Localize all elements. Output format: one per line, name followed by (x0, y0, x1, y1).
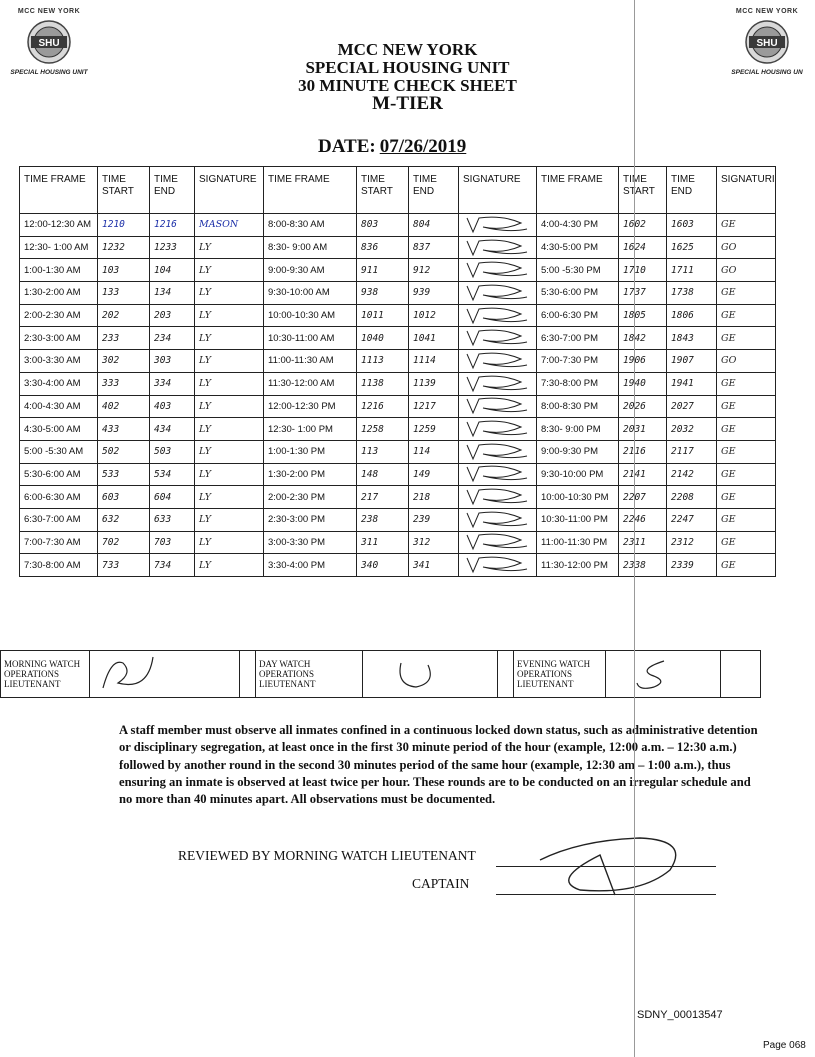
time-end-cell[interactable]: 1233 (150, 236, 195, 259)
time-frame-cell: 6:00-6:30 AM (20, 486, 98, 509)
title-line-4: M-TIER (372, 93, 443, 114)
time-end-cell[interactable]: 1041 (409, 327, 459, 350)
time-frame-cell: 4:00-4:30 AM (20, 395, 98, 418)
signature-cell[interactable]: GE (717, 214, 776, 237)
time-frame-cell: 7:00-7:30 AM (20, 531, 98, 554)
logo-top-text: MCC NEW YORK (735, 8, 799, 15)
time-start-cell[interactable]: 217 (357, 486, 409, 509)
signature-cell[interactable] (459, 508, 537, 531)
signature-cell[interactable] (459, 554, 537, 577)
time-start-cell[interactable]: 1710 (619, 259, 667, 282)
time-start-cell[interactable]: 433 (98, 418, 150, 441)
time-start-cell[interactable]: 113 (357, 440, 409, 463)
header-time-end: TIME END (409, 167, 459, 214)
time-start-cell[interactable]: 103 (98, 259, 150, 282)
table-row (20, 531, 776, 554)
time-start-cell[interactable]: 2207 (619, 486, 667, 509)
time-end-cell[interactable]: 434 (150, 418, 195, 441)
signature-cell[interactable]: LY (195, 350, 264, 373)
signature-scribble-icon (463, 464, 533, 484)
time-frame-cell: 2:30-3:00 AM (20, 327, 98, 350)
time-frame-cell: 9:00-9:30 PM (537, 440, 619, 463)
time-frame-cell: 1:30-2:00 PM (264, 463, 357, 486)
time-frame-cell: 12:30- 1:00 AM (20, 236, 98, 259)
signature-scribble-icon (463, 532, 533, 552)
time-start-cell[interactable]: 148 (357, 463, 409, 486)
time-end-cell[interactable]: 334 (150, 372, 195, 395)
time-start-cell[interactable]: 911 (357, 259, 409, 282)
time-frame-cell: 5:30-6:00 PM (537, 282, 619, 305)
time-frame-cell: 11:00-11:30 AM (264, 350, 357, 373)
time-start-cell[interactable]: 502 (98, 440, 150, 463)
title-line-1: MCC NEW YORK (337, 40, 478, 59)
header-time-start: TIME START (98, 167, 150, 214)
table-row (20, 214, 776, 237)
signature-cell[interactable] (459, 214, 537, 237)
time-start-cell[interactable]: 202 (98, 304, 150, 327)
table-row (20, 508, 776, 531)
signature-cell[interactable]: LY (195, 236, 264, 259)
time-frame-cell: 1:00-1:30 AM (20, 259, 98, 282)
time-start-cell[interactable]: 1258 (357, 418, 409, 441)
time-end-cell[interactable]: 1806 (667, 304, 717, 327)
time-frame-cell: 9:00-9:30 AM (264, 259, 357, 282)
time-end-cell[interactable]: 1139 (409, 372, 459, 395)
time-frame-cell: 8:00-8:30 AM (264, 214, 357, 237)
table-row (20, 372, 776, 395)
signature-scribble-icon (463, 487, 533, 507)
time-frame-cell: 4:00-4:30 PM (537, 214, 619, 237)
day-watch-signature[interactable] (363, 651, 498, 698)
time-frame-cell: 3:00-3:30 PM (264, 531, 357, 554)
morning-watch-signature[interactable] (90, 651, 240, 698)
signature-cell[interactable]: MASON (195, 214, 264, 237)
date-label: DATE: (318, 136, 376, 157)
time-end-cell[interactable]: 534 (150, 463, 195, 486)
day-watch-label: DAY WATCH OPERATIONS LIEUTENANT (256, 651, 363, 698)
time-start-cell[interactable]: 2246 (619, 508, 667, 531)
signature-cell[interactable]: GE (717, 418, 776, 441)
time-start-cell[interactable]: 2026 (619, 395, 667, 418)
time-frame-cell: 9:30-10:00 AM (264, 282, 357, 305)
time-end-cell[interactable]: 239 (409, 508, 459, 531)
time-end-cell[interactable]: 633 (150, 508, 195, 531)
evening-watch-label: EVENING WATCH OPERATIONS LIEUTENANT (514, 651, 606, 698)
header-time-frame: TIME FRAME (264, 167, 357, 214)
time-start-cell[interactable]: 1906 (619, 350, 667, 373)
signature-cell[interactable] (459, 304, 537, 327)
table-row (20, 259, 776, 282)
time-end-cell[interactable]: 804 (409, 214, 459, 237)
time-frame-cell: 6:30-7:00 PM (537, 327, 619, 350)
time-end-cell[interactable]: 2117 (667, 440, 717, 463)
header-signature: SIGNATURE (195, 167, 264, 214)
time-end-cell[interactable]: 1217 (409, 395, 459, 418)
signature-cell[interactable]: GE (717, 372, 776, 395)
time-end-cell[interactable]: 341 (409, 554, 459, 577)
time-start-cell[interactable]: 1216 (357, 395, 409, 418)
header-signature: SIGNATURI (717, 167, 776, 214)
logo-badge-text: SHU (756, 38, 778, 49)
time-start-cell[interactable]: 233 (98, 327, 150, 350)
time-end-cell[interactable]: 114 (409, 440, 459, 463)
time-start-cell[interactable]: 2141 (619, 463, 667, 486)
signature-scribble-icon (463, 283, 533, 303)
header-time-end: TIME END (150, 167, 195, 214)
time-start-cell[interactable]: 1805 (619, 304, 667, 327)
signature-cell[interactable] (459, 350, 537, 373)
time-start-cell[interactable]: 402 (98, 395, 150, 418)
signature-cell[interactable]: GE (717, 531, 776, 554)
time-frame-cell: 6:30-7:00 AM (20, 508, 98, 531)
time-frame-cell: 5:00 -5:30 AM (20, 440, 98, 463)
signature-cell[interactable]: GE (717, 463, 776, 486)
time-frame-cell: 8:00-8:30 PM (537, 395, 619, 418)
time-end-cell[interactable]: 1738 (667, 282, 717, 305)
time-start-cell[interactable]: 302 (98, 350, 150, 373)
signature-cell[interactable] (459, 282, 537, 305)
page-number: Page 068 (763, 1040, 806, 1051)
time-start-cell[interactable]: 2031 (619, 418, 667, 441)
time-frame-cell: 3:30-4:00 AM (20, 372, 98, 395)
time-end-cell[interactable]: 218 (409, 486, 459, 509)
time-end-cell[interactable]: 939 (409, 282, 459, 305)
table-row (20, 554, 776, 577)
bates-number: SDNY_00013547 (637, 1009, 723, 1021)
time-end-cell[interactable]: 312 (409, 531, 459, 554)
time-start-cell[interactable]: 1602 (619, 214, 667, 237)
signature-scribble-icon (609, 653, 709, 693)
signature-cell[interactable] (459, 531, 537, 554)
signature-cell[interactable]: LY (195, 463, 264, 486)
signature-cell[interactable]: LY (195, 418, 264, 441)
time-start-cell[interactable]: 2116 (619, 440, 667, 463)
time-frame-cell: 7:00-7:30 PM (537, 350, 619, 373)
header-time-start: TIME START (619, 167, 667, 214)
signature-cell[interactable]: GO (717, 350, 776, 373)
time-start-cell[interactable]: 1940 (619, 372, 667, 395)
signature-cell[interactable]: GE (717, 440, 776, 463)
table-row (20, 463, 776, 486)
scan-artifact-line (634, 0, 635, 1057)
time-start-cell[interactable]: 1232 (98, 236, 150, 259)
morning-watch-label: MORNING WATCH OPERATIONS LIEUTENANT (1, 651, 90, 698)
time-start-cell[interactable]: 1040 (357, 327, 409, 350)
signature-cell[interactable] (459, 418, 537, 441)
time-frame-cell: 2:00-2:30 PM (264, 486, 357, 509)
signature-scribble-icon (463, 442, 533, 462)
time-frame-cell: 6:00-6:30 PM (537, 304, 619, 327)
time-start-cell[interactable]: 938 (357, 282, 409, 305)
time-start-cell[interactable]: 340 (357, 554, 409, 577)
signature-cell[interactable]: GE (717, 304, 776, 327)
table-row (20, 236, 776, 259)
signature-cell[interactable] (459, 440, 537, 463)
time-frame-cell: 10:00-10:30 AM (264, 304, 357, 327)
time-start-cell[interactable]: 702 (98, 531, 150, 554)
time-start-cell[interactable]: 333 (98, 372, 150, 395)
time-end-cell[interactable]: 2032 (667, 418, 717, 441)
time-end-cell[interactable]: 2142 (667, 463, 717, 486)
time-frame-cell: 11:30-12:00 PM (537, 554, 619, 577)
signature-cell[interactable]: GO (717, 259, 776, 282)
time-end-cell[interactable]: 837 (409, 236, 459, 259)
time-frame-cell: 7:30-8:00 AM (20, 554, 98, 577)
table-header-row (20, 167, 776, 214)
time-start-cell[interactable]: 1737 (619, 282, 667, 305)
time-frame-cell: 11:00-11:30 PM (537, 531, 619, 554)
signature-cell[interactable] (459, 236, 537, 259)
time-end-cell[interactable]: 303 (150, 350, 195, 373)
header-time-end: TIME END (667, 167, 717, 214)
time-end-cell[interactable]: 2247 (667, 508, 717, 531)
signature-scribble-icon (463, 374, 533, 394)
time-frame-cell: 12:00-12:30 AM (20, 214, 98, 237)
time-frame-cell: 2:00-2:30 AM (20, 304, 98, 327)
time-end-cell[interactable]: 1625 (667, 236, 717, 259)
time-end-cell[interactable]: 503 (150, 440, 195, 463)
time-end-cell[interactable]: 104 (150, 259, 195, 282)
time-frame-cell: 9:30-10:00 PM (537, 463, 619, 486)
time-frame-cell: 7:30-8:00 PM (537, 372, 619, 395)
time-frame-cell: 8:30- 9:00 PM (537, 418, 619, 441)
time-start-cell[interactable]: 632 (98, 508, 150, 531)
time-frame-cell: 4:30-5:00 PM (537, 236, 619, 259)
watch-lieutenant-table (0, 650, 761, 698)
time-end-cell[interactable]: 203 (150, 304, 195, 327)
time-start-cell[interactable]: 1210 (98, 214, 150, 237)
evening-watch-signature[interactable] (606, 651, 721, 698)
spacer-cell (498, 651, 514, 698)
logo-bottom-text: SPECIAL HOUSING UN (731, 69, 803, 76)
time-end-cell[interactable]: 1216 (150, 214, 195, 237)
time-end-cell[interactable]: 1259 (409, 418, 459, 441)
time-frame-cell: 2:30-3:00 PM (264, 508, 357, 531)
signature-scribble-icon (463, 555, 533, 575)
signature-cell[interactable]: GE (717, 486, 776, 509)
table-row (20, 395, 776, 418)
time-end-cell[interactable]: 734 (150, 554, 195, 577)
time-end-cell[interactable]: 1603 (667, 214, 717, 237)
time-end-cell[interactable]: 1907 (667, 350, 717, 373)
signature-scribble-icon (463, 306, 533, 326)
time-start-cell[interactable]: 803 (357, 214, 409, 237)
time-start-cell[interactable]: 836 (357, 236, 409, 259)
signature-scribble-icon (463, 238, 533, 258)
time-frame-cell: 11:30-12:00 AM (264, 372, 357, 395)
table-row (20, 350, 776, 373)
time-end-cell[interactable]: 149 (409, 463, 459, 486)
table-row (20, 486, 776, 509)
logo-badge-text: SHU (38, 38, 60, 49)
spacer-cell (721, 651, 761, 698)
time-frame-cell: 12:30- 1:00 PM (264, 418, 357, 441)
table-row (20, 282, 776, 305)
time-frame-cell: 12:00-12:30 PM (264, 395, 357, 418)
time-end-cell[interactable]: 2027 (667, 395, 717, 418)
captain-label: CAPTAIN (412, 876, 470, 891)
signature-cell[interactable] (459, 395, 537, 418)
time-end-cell[interactable]: 403 (150, 395, 195, 418)
date-value: 07/26/2019 (379, 136, 467, 157)
table-row (20, 440, 776, 463)
signature-cell[interactable]: GO (717, 236, 776, 259)
time-frame-cell: 8:30- 9:00 AM (264, 236, 357, 259)
reviewer-signature-icon (520, 820, 720, 900)
signature-cell[interactable]: LY (195, 531, 264, 554)
time-end-cell[interactable]: 234 (150, 327, 195, 350)
time-end-cell[interactable]: 1843 (667, 327, 717, 350)
logo-bottom-text: SPECIAL HOUSING UNIT (10, 69, 88, 76)
time-frame-cell: 10:30-11:00 AM (264, 327, 357, 350)
signature-cell[interactable]: GE (717, 508, 776, 531)
signature-cell[interactable]: GE (717, 327, 776, 350)
signature-cell[interactable]: LY (195, 440, 264, 463)
time-start-cell[interactable]: 2311 (619, 531, 667, 554)
time-end-cell[interactable]: 2339 (667, 554, 717, 577)
time-start-cell[interactable]: 2338 (619, 554, 667, 577)
time-frame-cell: 1:00-1:30 PM (264, 440, 357, 463)
time-frame-cell: 3:30-4:00 PM (264, 554, 357, 577)
signature-cell[interactable] (459, 259, 537, 282)
time-end-cell[interactable]: 134 (150, 282, 195, 305)
time-end-cell[interactable]: 1941 (667, 372, 717, 395)
date-field (318, 136, 466, 158)
time-start-cell[interactable]: 311 (357, 531, 409, 554)
time-start-cell[interactable]: 1624 (619, 236, 667, 259)
header-time-frame: TIME FRAME (537, 167, 619, 214)
time-start-cell[interactable]: 603 (98, 486, 150, 509)
signature-cell[interactable]: GE (717, 395, 776, 418)
table-row (20, 418, 776, 441)
time-end-cell[interactable]: 604 (150, 486, 195, 509)
signature-scribble-icon (463, 351, 533, 371)
time-start-cell[interactable]: 1138 (357, 372, 409, 395)
time-end-cell[interactable]: 912 (409, 259, 459, 282)
signature-cell[interactable]: LY (195, 372, 264, 395)
time-start-cell[interactable]: 1011 (357, 304, 409, 327)
signature-cell[interactable]: GE (717, 282, 776, 305)
time-frame-cell: 10:30-11:00 PM (537, 508, 619, 531)
signature-cell[interactable]: LY (195, 259, 264, 282)
time-end-cell[interactable]: 1012 (409, 304, 459, 327)
title-line-2: SPECIAL HOUSING UNIT (305, 58, 510, 77)
time-end-cell[interactable]: 2312 (667, 531, 717, 554)
signature-cell[interactable]: GE (717, 554, 776, 577)
time-start-cell[interactable]: 1113 (357, 350, 409, 373)
time-start-cell[interactable]: 533 (98, 463, 150, 486)
signature-cell[interactable]: LY (195, 554, 264, 577)
signature-cell[interactable] (459, 372, 537, 395)
signature-cell[interactable]: LY (195, 282, 264, 305)
signature-cell[interactable] (459, 463, 537, 486)
spacer-cell (240, 651, 256, 698)
signature-scribble-icon (463, 215, 533, 235)
time-frame-cell: 4:30-5:00 AM (20, 418, 98, 441)
table-row (20, 327, 776, 350)
time-start-cell[interactable]: 133 (98, 282, 150, 305)
signature-scribble-icon (463, 510, 533, 530)
policy-notice: A staff member must observe all inmates confined in a continuous locked down status, such as administrative detention or disciplinary segregation, at least once in the first 30 minute period of the hour (example, 12:00 a.m. – 12:30 a.m.) followed by another round in the second 30 minutes period of the same hour (example, 12:30 am – 1:00 a.m.), thus ensuring an inmate is observed at least twice per hour. These rounds are to be conducted on an irregular schedule and no more than 40 minutes apart. All observations must be documented. (119, 723, 758, 807)
time-start-cell[interactable]: 1842 (619, 327, 667, 350)
time-frame-cell: 3:00-3:30 AM (20, 350, 98, 373)
signature-cell[interactable]: LY (195, 395, 264, 418)
check-sheet-table (19, 166, 776, 577)
time-frame-cell: 5:00 -5:30 PM (537, 259, 619, 282)
header-time-start: TIME START (357, 167, 409, 214)
signature-cell[interactable]: LY (195, 327, 264, 350)
time-frame-cell: 1:30-2:00 AM (20, 282, 98, 305)
table-row (20, 304, 776, 327)
time-end-cell[interactable]: 1711 (667, 259, 717, 282)
reviewed-by-label: REVIEWED BY MORNING WATCH LIEUTENANT (178, 848, 476, 863)
signature-cell[interactable]: LY (195, 304, 264, 327)
time-end-cell[interactable]: 2208 (667, 486, 717, 509)
time-frame-cell: 5:30-6:00 AM (20, 463, 98, 486)
logo-top-text: MCC NEW YORK (17, 8, 81, 15)
signature-cell[interactable]: LY (195, 508, 264, 531)
signature-scribble-icon (366, 653, 466, 693)
time-end-cell[interactable]: 1114 (409, 350, 459, 373)
signature-scribble-icon (463, 396, 533, 416)
time-start-cell[interactable]: 238 (357, 508, 409, 531)
signature-cell[interactable]: LY (195, 486, 264, 509)
time-start-cell[interactable]: 733 (98, 554, 150, 577)
title-line-3: 30 MINUTE CHECK SHEET (298, 76, 517, 95)
signature-scribble-icon (463, 419, 533, 439)
time-end-cell[interactable]: 703 (150, 531, 195, 554)
header-time-frame: TIME FRAME (20, 167, 98, 214)
signature-scribble-icon (463, 260, 533, 280)
time-frame-cell: 10:00-10:30 PM (537, 486, 619, 509)
signature-cell[interactable] (459, 327, 537, 350)
header-signature: SIGNATURE (459, 167, 537, 214)
signature-scribble-icon (93, 653, 193, 693)
signature-scribble-icon (463, 328, 533, 348)
signature-cell[interactable] (459, 486, 537, 509)
